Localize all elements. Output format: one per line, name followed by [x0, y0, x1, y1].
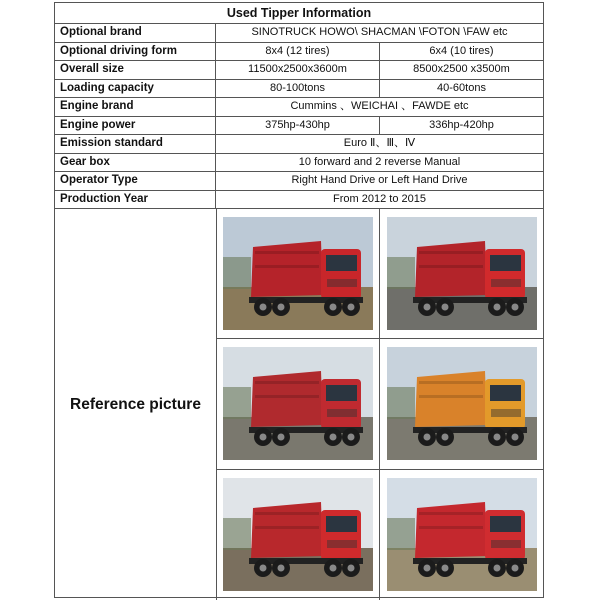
row-value: 10 forward and 2 reverse Manual: [298, 155, 461, 168]
row-label: Emission standard: [55, 135, 216, 153]
row-value: SINOTRUCK HOWO\ SHACMAN \FOTON \FAW etc: [251, 26, 508, 38]
row-overall-size: [55, 61, 543, 80]
red-howo-tipper-front-photo: [387, 217, 537, 330]
row-driving-form: [55, 43, 543, 62]
row-label: Overall size: [55, 61, 216, 79]
red-shacman-tipper-photo: [223, 347, 373, 460]
row-value-right: 6x4 (10 tires): [429, 44, 494, 57]
red-8x4-howo-tipper-photo: [223, 217, 373, 330]
reference-picture-section: [55, 209, 543, 600]
row-label: Production Year: [55, 191, 216, 209]
red-faw-tipper-side-photo: [387, 478, 537, 591]
row-value: From 2012 to 2015: [333, 192, 426, 205]
row-value-right: 8500x2500 x3500m: [413, 63, 510, 75]
orange-shacman-tipper-photo: [387, 347, 537, 460]
reference-picture-label: Reference picture: [55, 209, 217, 600]
row-label: Loading capacity: [55, 80, 216, 98]
row-production-year: [55, 191, 543, 210]
row-label: Optional brand: [55, 24, 216, 42]
photo-cell: [217, 470, 380, 600]
row-value-right: 40-60tons: [437, 81, 486, 94]
row-engine-power: [55, 117, 543, 136]
photo-cell: [380, 339, 543, 469]
row-label: Gear box: [55, 154, 216, 172]
photo-cell: [380, 209, 543, 339]
row-loading-capacity: [55, 80, 543, 99]
row-value-right: 336hp-420hp: [429, 118, 494, 131]
row-label: Engine brand: [55, 98, 216, 116]
row-label: Optional driving form: [55, 43, 216, 61]
photo-cell: [380, 470, 543, 600]
row-value: Euro Ⅱ、Ⅲ、Ⅳ: [343, 137, 416, 149]
row-optional-brand: [55, 24, 543, 43]
table-title: Used Tipper Information: [55, 3, 543, 24]
row-value: Right Hand Drive or Left Hand Drive: [291, 174, 468, 186]
photo-cell: [217, 339, 380, 469]
row-operator-type: [55, 172, 543, 191]
tipper-info-table: [54, 2, 544, 598]
row-value-left: 8x4 (12 tires): [216, 43, 380, 61]
row-value-left: 80-100tons: [216, 80, 380, 98]
red-faw-tipper-photo: [223, 478, 373, 591]
row-label: Operator Type: [55, 172, 216, 190]
row-engine-brand: [55, 98, 543, 117]
row-label: Engine power: [55, 117, 216, 135]
row-gear-box: [55, 154, 543, 173]
row-value-left: 11500x2500x3600m: [216, 61, 380, 79]
photo-cell: [217, 209, 380, 339]
reference-photo-grid: [217, 209, 543, 600]
row-value: Cummins 、WEICHAI 、FAWDE etc: [290, 100, 469, 112]
row-value-left: 375hp-430hp: [216, 117, 380, 135]
row-emission-standard: [55, 135, 543, 154]
